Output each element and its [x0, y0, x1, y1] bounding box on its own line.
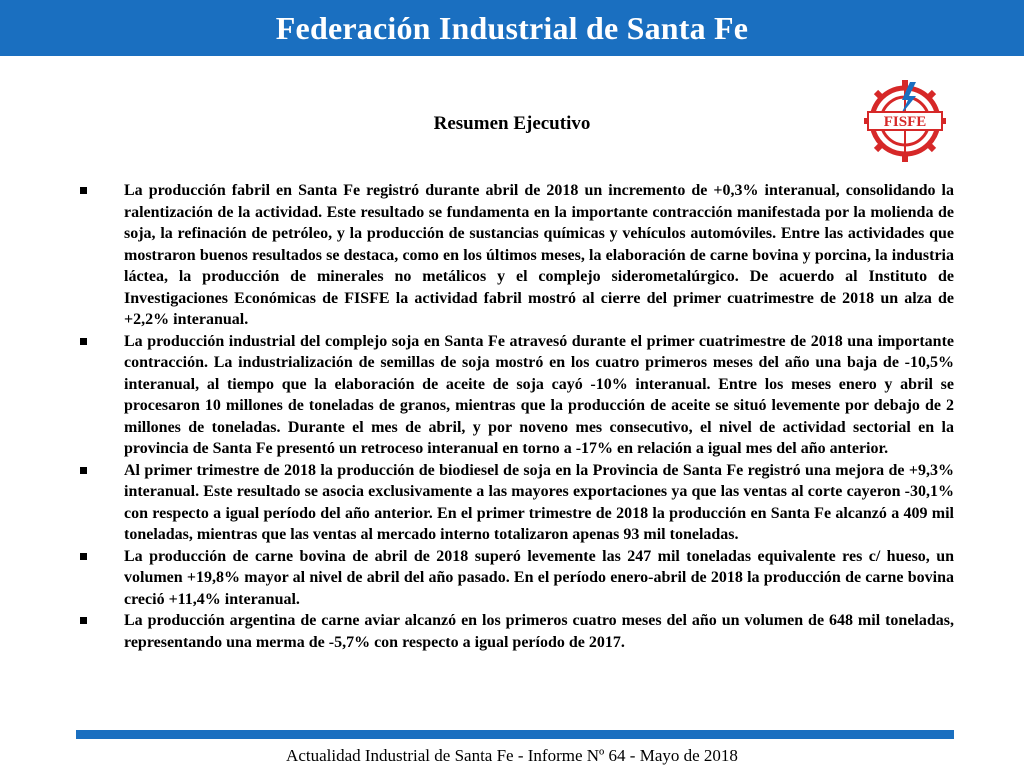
square-bullet-icon [80, 187, 87, 194]
bullet-text: La producción de carne bovina de abril de 2018 superó levemente las 247 mil toneladas equivalente res c/ hueso, un volumen +19,8% mayor al nivel de abril del año pasado. En el período enero-abril de 2018 la producción de carne bovina creció +11,4% interanual. [124, 547, 954, 608]
svg-text:FISFE: FISFE [883, 114, 927, 130]
bullet-list [76, 180, 954, 653]
fisfe-logo [858, 76, 952, 166]
bullet-item [76, 331, 954, 460]
bullet-text: La producción industrial del complejo soja en Santa Fe atravesó durante el primer cuatrimestre de 2018 una importante contracción. La industrialización de semillas de soja mostró en los cuatro primeros meses del año una baja de -10,5% interanual, al tiempo que la elaboración de aceite de soja cayó -10% interanual. Entre los meses enero y abril se procesaron 10 millones de toneladas de granos, mientras que la producción de aceite se situó levemente por debajo de 2 millones de toneladas. Durante el mes de abril, y por noveno mes consecutivo, el nivel de actividad sectorial en la provincia de Santa Fe presentó un retroceso interanual en torno a -17% en relación a igual mes del año anterior. [124, 332, 954, 457]
bullet-item [76, 546, 954, 611]
bullet-text: La producción fabril en Santa Fe registró durante abril de 2018 un incremento de +0,3% interanual, consolidando la ralentización de la actividad. Este resultado se fundamenta en la importante contracción manifestada por la molienda de soja, la refinación de petróleo, y la producción de sustancias químicas y vehículos automóviles. Entre las actividades que mostraron buenos resultados se destaca, como en los últimos meses, la elaboración de carne bovina y porcina, la industria láctea, la producción de minerales no metálicos y el complejo siderometalúrgico. De acuerdo al Instituto de Investigaciones Económicas de FISFE la actividad fabril mostró al cierre del primer cuatrimestre de 2018 un alza de +2,2% interanual. [124, 182, 954, 328]
section-title: Resumen Ejecutivo [433, 113, 591, 134]
bullet-item [76, 180, 954, 331]
bullet-item [76, 460, 954, 546]
bullet-item [76, 610, 954, 653]
square-bullet-icon [80, 553, 87, 560]
square-bullet-icon [80, 338, 87, 345]
bullet-text: La producción argentina de carne aviar alcanzó en los primeros cuatro meses del año un volumen de 648 mil toneladas, representando una merma de -5,7% con respecto a igual período de 2017. [124, 612, 954, 651]
square-bullet-icon [80, 467, 87, 474]
footer-rule [76, 730, 954, 739]
square-bullet-icon [80, 617, 87, 624]
footer-text: Actualidad Industrial de Santa Fe - Informe Nº 64 - Mayo de 2018 [286, 746, 738, 765]
bullet-text: Al primer trimestre de 2018 la producción de biodiesel de soja en la Provincia de Santa Fe registró una mejora de +9,3% interanual. Este resultado se asocia exclusivamente a las mayores exportaciones ya que las ventas al corte cayeron -30,1% con respecto a igual período del año anterior. En el primer trimestre de 2018 la producción en Santa Fe alcanzó a 409 mil toneladas, mientras que las ventas al mercado interno totalizaron apenas 93 mil toneladas. [124, 461, 954, 543]
page-title: Federación Industrial de Santa Fe [275, 10, 749, 46]
